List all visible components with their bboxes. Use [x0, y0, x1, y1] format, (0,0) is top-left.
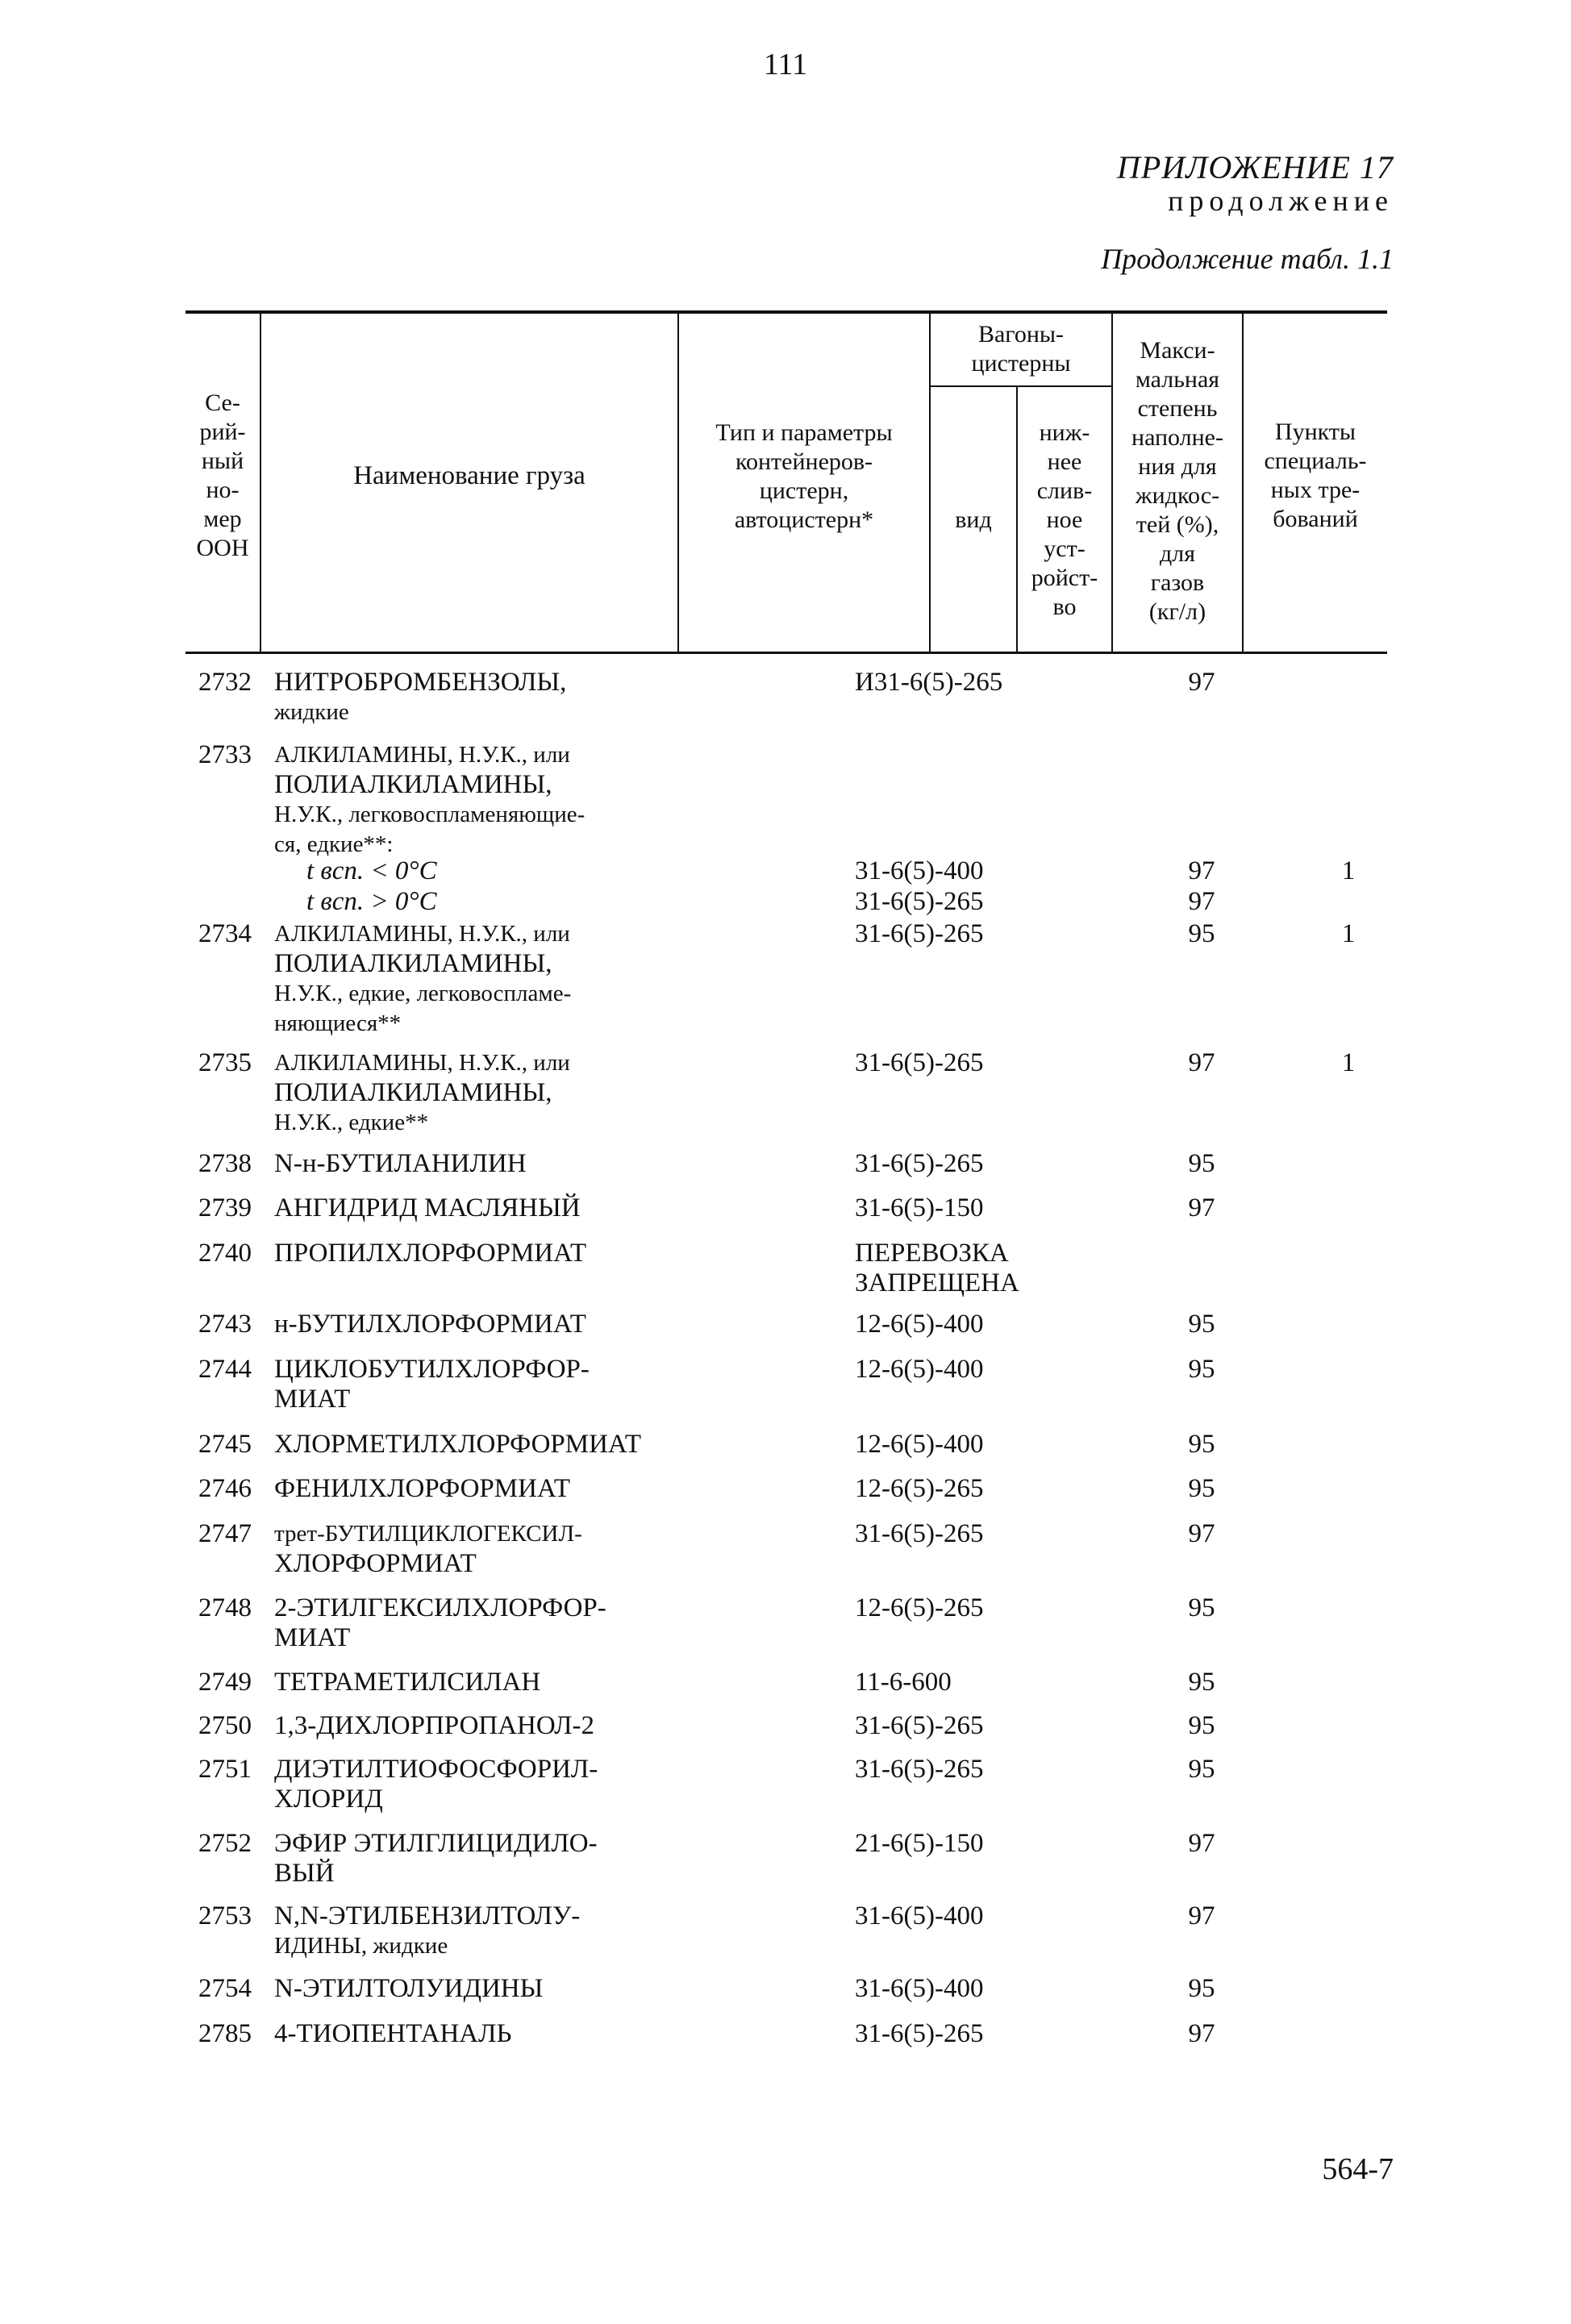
container-type: 31-6(5)-265	[855, 1519, 984, 1548]
container-type: 12-6(5)-400	[855, 1310, 984, 1339]
header-line: Тип и параметры	[715, 419, 893, 446]
cargo-name-line: ПРОПИЛХЛОРФОРМИАТ	[274, 1239, 587, 1268]
max-fill-degree: 97	[1188, 1048, 1215, 1077]
max-fill-degree: 97	[1188, 1519, 1215, 1548]
container-type: 31-6(5)-400	[855, 856, 984, 885]
un-number: 2746	[198, 1474, 252, 1503]
max-fill-degree: 97	[1188, 856, 1215, 885]
max-fill-degree: 95	[1188, 1149, 1215, 1178]
max-fill-degree: 95	[1188, 1430, 1215, 1459]
max-fill-degree: 97	[1188, 668, 1215, 697]
container-type: 31-6(5)-400	[855, 1901, 984, 1930]
container-type: ПЕРЕВОЗКА ЗАПРЕЩЕНА	[855, 1239, 1019, 1297]
cargo-name-line: ХЛОРФОРМИАТ	[274, 1549, 477, 1578]
cargo-name-line: НИТРОБРОМБЕНЗОЛЫ,	[274, 668, 567, 697]
header-line: слив-	[1036, 477, 1093, 504]
container-type: 21-6(5)-150	[855, 1829, 984, 1858]
cargo-name-line: Н.У.К., едкие**	[274, 1110, 429, 1135]
cargo-name	[274, 1974, 855, 2004]
continuation-label: продолжение	[1168, 185, 1394, 217]
container-type: 31-6(5)-265	[855, 1755, 984, 1784]
special-points: 1	[1341, 856, 1356, 885]
un-number: 2750	[198, 1711, 252, 1740]
cargo-name-line: N-н-БУТИЛАНИЛИН	[274, 1149, 527, 1178]
un-number: 2739	[198, 1193, 252, 1222]
un-number: 2743	[198, 1310, 252, 1339]
cargo-name	[274, 1593, 855, 1653]
header-bottom-rule	[185, 652, 1387, 654]
container-type: 31-6(5)-150	[855, 1193, 984, 1222]
un-number: 2734	[198, 919, 252, 948]
container-type: 11-6-600	[855, 1668, 952, 1697]
header-line: контейнеров-	[735, 448, 873, 475]
header-divider	[929, 385, 1111, 387]
header-serial	[185, 371, 260, 581]
page-number: 111	[763, 48, 808, 81]
container-type: 31-6(5)-265	[855, 1711, 984, 1740]
container-type: 31-6(5)-400	[855, 1974, 984, 2003]
max-fill-degree: 95	[1188, 1755, 1215, 1784]
cargo-name-line: ХЛОРМЕТИЛХЛОРФОРМИАТ	[274, 1430, 642, 1459]
max-fill-degree: 97	[1188, 1901, 1215, 1930]
max-fill-degree: 95	[1188, 1974, 1215, 2003]
cargo-name	[274, 919, 855, 1039]
un-number: 2747	[198, 1519, 252, 1548]
header-line: ное	[1046, 506, 1083, 533]
un-number: 2744	[198, 1355, 252, 1384]
cargo-name	[274, 1193, 855, 1223]
container-type: 31-6(5)-265	[855, 1149, 984, 1178]
cargo-name-line: н-БУТИЛХЛОРФОРМИАТ	[274, 1310, 586, 1339]
cargo-name	[274, 668, 855, 727]
header-line: ниж-	[1039, 419, 1090, 446]
un-number: 2785	[198, 2019, 252, 2048]
cargo-name-line: Н.У.К., легковоспламеняющие-	[274, 802, 585, 827]
footer-code: 564-7	[1322, 2152, 1394, 2186]
header-line: рий-	[199, 419, 246, 445]
cargo-name-line: АЛКИЛАМИНЫ, Н.У.К., или	[274, 1050, 570, 1076]
un-number: 2754	[198, 1974, 252, 2003]
cargo-name-line: ВЫЙ	[274, 1859, 335, 1888]
header-line: автоцистерн*	[734, 506, 874, 533]
container-type: И31-6(5)-265	[855, 668, 1003, 697]
cargo-name-line: АЛКИЛАМИНЫ, Н.У.К., или	[274, 742, 570, 768]
cargo-name	[274, 1901, 855, 1961]
cargo-name	[274, 1519, 855, 1579]
header-points	[1244, 403, 1387, 548]
cargo-name-line: МИАТ	[274, 1385, 351, 1414]
cargo-name-line: Н.У.К., едкие, легковоспламе-	[274, 981, 572, 1006]
max-fill-degree: 97	[1188, 1193, 1215, 1222]
cargo-name-line: 1,3-ДИХЛОРПРОПАНОЛ-2	[274, 1711, 594, 1740]
header-line: (кг/л)	[1148, 598, 1206, 625]
max-fill-degree: 97	[1188, 887, 1215, 916]
cargo-name-line: ТЕТРАМЕТИЛСИЛАН	[274, 1668, 541, 1697]
header-line: ных тре-	[1270, 477, 1361, 503]
cargo-name-line: ся, едкие**:	[274, 831, 394, 857]
cargo-name	[274, 1149, 855, 1179]
header-line: нее	[1047, 448, 1082, 475]
cargo-name-line: ХЛОРИД	[274, 1785, 383, 1814]
max-fill-degree: 95	[1188, 1310, 1215, 1339]
container-type: 12-6(5)-400	[855, 1430, 984, 1459]
max-fill-degree: 95	[1188, 1474, 1215, 1503]
cargo-name-line: АЛКИЛАМИНЫ, Н.У.К., или	[274, 921, 570, 947]
special-points: 1	[1341, 919, 1356, 948]
cargo-name-line: ИДИНЫ, жидкие	[274, 1933, 448, 1959]
container-type: 12-6(5)-265	[855, 1474, 984, 1503]
un-number: 2735	[198, 1048, 252, 1077]
cargo-name	[274, 1310, 855, 1339]
special-points: 1	[1341, 1048, 1356, 1077]
un-number: 2749	[198, 1668, 252, 1697]
cargo-name	[274, 2019, 855, 2049]
header-kind: вид	[955, 506, 992, 533]
cargo-name-line: ФЕНИЛХЛОРФОРМИАТ	[274, 1474, 571, 1503]
cargo-name	[274, 1711, 855, 1741]
header-line: степень	[1137, 395, 1218, 422]
cargo-name-line: трет-БУТИЛЦИКЛОГЕКСИЛ-	[274, 1521, 582, 1547]
header-degree	[1113, 314, 1242, 648]
cargo-name-line: ДИЭТИЛТИОФОСФОРИЛ-	[274, 1755, 598, 1784]
cargo-name-line: N-ЭТИЛТОЛУИДИНЫ	[274, 1974, 544, 2003]
header-line: ройст-	[1031, 564, 1098, 591]
header-line: жидкос-	[1135, 482, 1220, 509]
header-drain	[1018, 392, 1111, 648]
un-number: 2740	[198, 1239, 252, 1268]
header-line: во	[1052, 593, 1077, 620]
cargo-name: t вcп. < 0°C	[306, 856, 437, 885]
cargo-name-line: МИАТ	[274, 1623, 351, 1652]
max-fill-degree: 95	[1188, 1355, 1215, 1384]
cargo-name	[274, 1355, 855, 1414]
container-type: 31-6(5)-265	[855, 2019, 984, 2048]
un-number: 2745	[198, 1430, 252, 1459]
header-line: для	[1159, 540, 1196, 567]
max-fill-degree: 97	[1188, 2019, 1215, 2048]
cargo-name-line: жидкие	[274, 699, 349, 725]
header-type	[679, 408, 929, 545]
header-line: цистерн,	[759, 477, 849, 504]
un-number: 2732	[198, 668, 252, 697]
header-line: ООН	[196, 535, 249, 561]
header-line: Макси-	[1140, 337, 1215, 364]
header-line: бований	[1273, 506, 1358, 532]
container-type: 31-6(5)-265	[855, 1048, 984, 1077]
header-line: ный	[201, 448, 244, 474]
un-number: 2733	[198, 740, 252, 769]
max-fill-degree: 95	[1188, 919, 1215, 948]
un-number: 2751	[198, 1755, 252, 1784]
un-number: 2752	[198, 1829, 252, 1858]
cargo-name-line: ЦИКЛОБУТИЛХЛОРФОР-	[274, 1355, 590, 1384]
cargo-name-line: ПОЛИАЛКИЛАМИНЫ,	[274, 949, 552, 978]
header-line: тей (%),	[1136, 511, 1219, 538]
cargo-name: t вcп. > 0°C	[306, 887, 437, 916]
cargo-name-line: ЭФИР ЭТИЛГЛИЦИДИЛО-	[274, 1829, 598, 1858]
container-type: 31-6(5)-265	[855, 919, 984, 948]
header-line: газов	[1150, 569, 1205, 596]
header-line: наполне-	[1131, 424, 1223, 451]
header-line: ния для	[1138, 453, 1217, 480]
header-line: мальная	[1135, 366, 1220, 393]
cargo-name	[274, 740, 855, 860]
un-number: 2748	[198, 1593, 252, 1622]
container-type: 12-6(5)-265	[855, 1593, 984, 1622]
header-name: Наименование груза	[353, 461, 585, 490]
header-line: но-	[206, 477, 240, 503]
header-line: мер	[203, 506, 242, 532]
cargo-name-line: N,N-ЭТИЛБЕНЗИЛТОЛУ-	[274, 1901, 581, 1930]
un-number: 2738	[198, 1149, 252, 1178]
header-line: цистерны	[971, 350, 1071, 377]
cargo-name	[274, 1755, 855, 1814]
cargo-name	[274, 1668, 855, 1697]
header-line: уст-	[1044, 535, 1086, 562]
cargo-name-line: 2-ЭТИЛГЕКСИЛХЛОРФОР-	[274, 1593, 606, 1622]
header-wagons	[931, 314, 1111, 384]
container-type: 12-6(5)-400	[855, 1355, 984, 1384]
header-line: Се-	[205, 389, 240, 416]
max-fill-degree: 95	[1188, 1711, 1215, 1740]
header-top-rule	[185, 310, 1387, 314]
cargo-name-line: АНГИДРИД МАСЛЯНЫЙ	[274, 1193, 581, 1222]
table-continuation-label: Продолжение табл. 1.1	[1101, 243, 1394, 275]
max-fill-degree: 95	[1188, 1593, 1215, 1622]
appendix-title: ПРИЛОЖЕНИЕ 17	[1117, 149, 1394, 185]
cargo-name-line: ПОЛИАЛКИЛАМИНЫ,	[274, 770, 552, 799]
cargo-name-line: няющиеся**	[274, 1010, 402, 1036]
cargo-name-line: ПОЛИАЛКИЛАМИНЫ,	[274, 1078, 552, 1107]
cargo-name	[274, 1239, 855, 1268]
cargo-name	[274, 1474, 855, 1504]
cargo-name	[274, 1829, 855, 1889]
header-line: специаль-	[1264, 448, 1367, 474]
header-line: Пункты	[1274, 419, 1356, 445]
max-fill-degree: 95	[1188, 1668, 1215, 1697]
header-line: Вагоны-	[977, 321, 1065, 348]
container-type: 31-6(5)-265	[855, 887, 984, 916]
cargo-name-line: 4-ТИОПЕНТАНАЛЬ	[274, 2019, 512, 2048]
cargo-name	[274, 1430, 855, 1460]
un-number: 2753	[198, 1901, 252, 1930]
cargo-name	[274, 1048, 855, 1138]
max-fill-degree: 97	[1188, 1829, 1215, 1858]
